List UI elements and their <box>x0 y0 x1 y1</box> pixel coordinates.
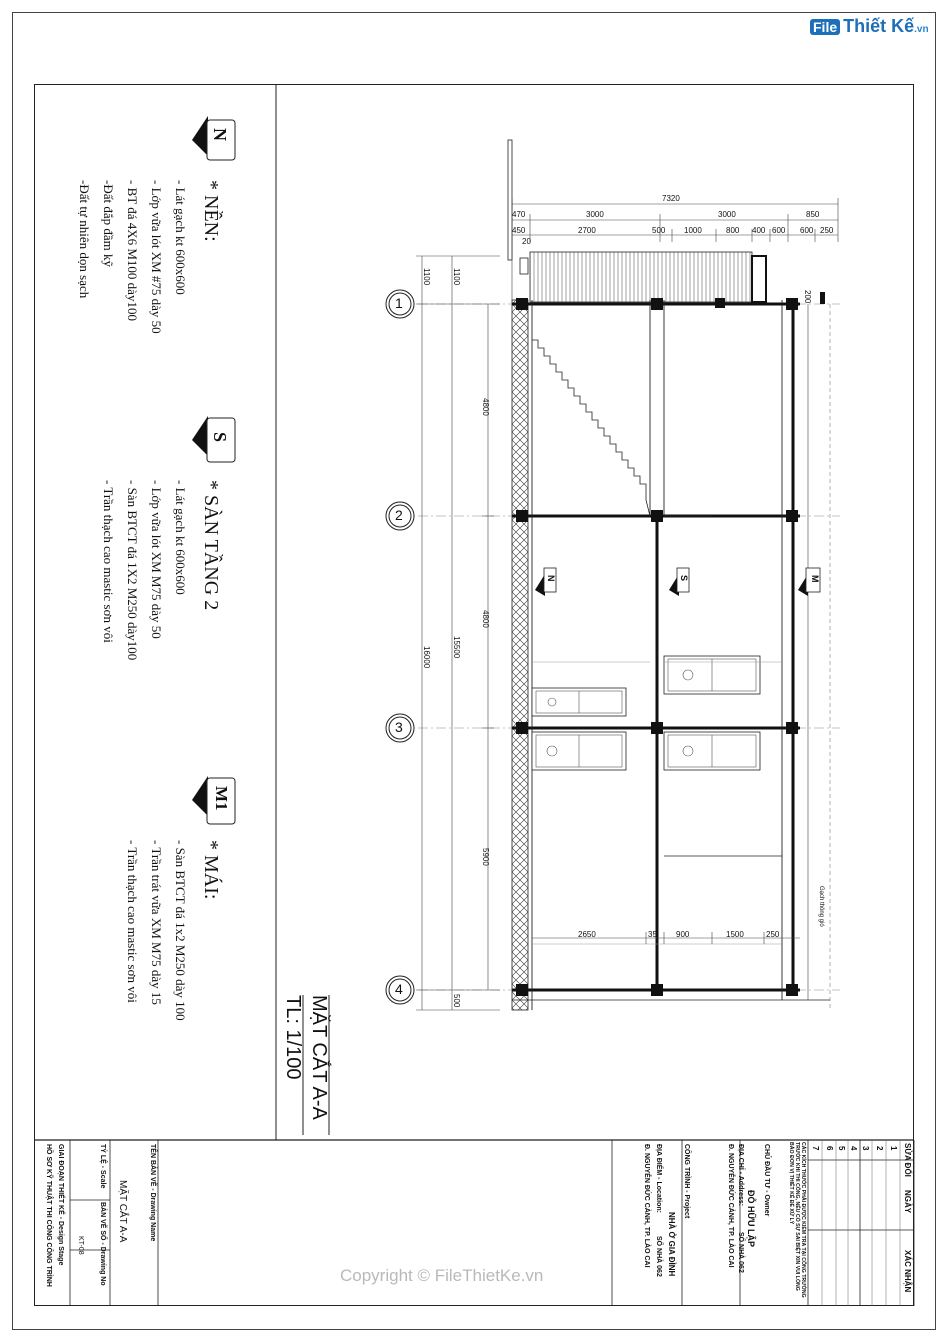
dim-small: 20 <box>522 237 531 246</box>
dim-seg-0: 4800 <box>481 398 490 416</box>
stair-profile <box>532 340 650 516</box>
bottom-dimension-lines <box>532 932 800 944</box>
parapet-post <box>508 140 512 260</box>
dim-left-mid: 15500 <box>452 636 461 659</box>
dim-bottom-1: 35 <box>648 930 657 939</box>
tb-address: SỐ NHÀ 062 <box>737 1232 744 1273</box>
dim-row2-4: 800 <box>726 226 740 235</box>
dim-row1-0: 470 <box>512 210 526 219</box>
mai-title: * MÁI: <box>200 840 222 900</box>
nen-line-2: - Lớp vữa lót XM #75 dày 50 <box>149 180 164 334</box>
revision-rows <box>822 1140 900 1306</box>
tb-location-label: ĐỊA ĐIỂM - Location: <box>655 1144 662 1213</box>
tb-row-6: 6 <box>825 1146 834 1151</box>
dim-row2-7: 600 <box>800 226 814 235</box>
dim-seg-2: 5900 <box>481 848 490 866</box>
section-title: MẶT CẮT A-A <box>308 995 330 1120</box>
dim-row2-1: 2700 <box>578 226 596 235</box>
axis-label-3: 3 <box>395 719 403 735</box>
tb-row-7: 7 <box>811 1146 820 1151</box>
tb-owner-label: CHỦ ĐẦU TƯ - Owner <box>763 1144 770 1217</box>
tb-revision-header: SỬA ĐỔI <box>903 1143 912 1177</box>
roof-beam <box>752 256 766 302</box>
nen-tag: N <box>210 128 230 141</box>
column-blocks <box>516 292 825 996</box>
dim-row1-3: 850 <box>806 210 820 219</box>
dim-row2-3: 1000 <box>684 226 702 235</box>
dim-bottom-4: 250 <box>766 930 780 939</box>
mai-line-1: - Sàn BTCT đá 1x2 M250 dày 100 <box>173 840 188 1021</box>
copyright-watermark: Copyright © FileThietKe.vn <box>340 1266 544 1285</box>
dim-bottom-0: 2650 <box>578 930 596 939</box>
axis-bubbles <box>386 290 414 1004</box>
dim-row1-1: 3000 <box>586 210 604 219</box>
vent-label: Gạch thông gió <box>818 886 824 927</box>
san-line-4: - Trần thạch cao mastic sơn vôi <box>101 480 116 643</box>
san-tag: S <box>210 432 230 443</box>
mai-line-2: - Trần trát vữa XM M75 dày 15 <box>149 840 164 1005</box>
dim-top-right: 200 <box>803 290 812 304</box>
dim-bottom-3: 1500 <box>726 930 744 939</box>
section-scale: TL: 1/100 <box>282 995 304 1080</box>
tb-stage: HỒ SƠ KỸ THUẬT THI CÔNG CÔNG TRÌNH <box>45 1144 52 1287</box>
tb-drawing-no-label: BẢN VẼ SỐ - Drawing No <box>99 1202 106 1286</box>
san-line-3: - Sàn BTCT đá 1X2 M250 dày100 <box>125 480 140 661</box>
roof-slab <box>530 252 752 302</box>
tb-row-5: 5 <box>837 1146 846 1151</box>
tb-row-3: 3 <box>861 1146 870 1151</box>
left-dimension-lines <box>416 256 500 1010</box>
tb-stage-label: GIAI ĐOẠN THIẾT KẾ - Design Stage <box>57 1144 64 1266</box>
tb-confirm-header: XÁC NHẬN <box>903 1250 912 1293</box>
dim-row1-2: 3000 <box>718 210 736 219</box>
thick-walls <box>657 304 793 990</box>
nen-line-4: -Đất đắp đầm kỹ <box>101 180 116 268</box>
nen-line-3: - BT đá 4X6 M100 dày100 <box>125 180 140 321</box>
mai-tag: M1 <box>212 786 231 811</box>
axis-label-2: 2 <box>395 507 403 523</box>
plan-tags <box>535 568 820 596</box>
tb-row-4: 4 <box>849 1146 858 1151</box>
tb-location2: Đ. NGUYỄN ĐỨC CẢNH, TP. LÀO CAI <box>643 1144 650 1268</box>
dim-left-total: 16000 <box>422 646 431 669</box>
dim-total: 7320 <box>662 194 680 203</box>
logo-tld: .vn <box>914 24 929 35</box>
plan-tag-s: S <box>679 575 689 582</box>
dim-row2-8: 250 <box>820 226 834 235</box>
plan-tag-n: N <box>546 575 556 582</box>
san-line-2: - Lớp vữa lót XM M75 dày 50 <box>149 480 164 639</box>
tb-location: SỐ NHÀ 062 <box>655 1236 662 1277</box>
dim-row2-5: 400 <box>752 226 766 235</box>
dim-row2-6: 600 <box>772 226 786 235</box>
dim-left-bot: 500 <box>452 994 461 1008</box>
nen-line-1: - Lát gạch kt 600x600 <box>173 180 188 295</box>
tb-project-label: CÔNG TRÌNH - Project <box>683 1144 690 1219</box>
tb-note: CÁC KÍCH THƯỚC PHẢI ĐƯỢC KIỂM TRA TẠI CÔNG TRƯỜNG TRƯỚC KHI THI CÔNG, NẾU CÓ SỰ SAI BIỆT XIN VUI LÒNG BÁO ĐƠN VỊ THIẾT KẾ ĐỂ XỬ LÝ <box>788 1142 806 1298</box>
tb-owner: ĐỖ HỮU LẬP <box>746 1190 756 1247</box>
dim-left-top-b: 1100 <box>452 268 461 286</box>
nen-line-5: -Đất tự nhiên dọn sạch <box>77 180 92 299</box>
tb-date-header: NGÀY <box>903 1190 912 1214</box>
dim-row2-2: 500 <box>652 226 666 235</box>
tb-row-2: 2 <box>875 1146 884 1151</box>
ground-wall-hatch <box>512 300 528 1010</box>
dim-row2-0: 450 <box>512 226 526 235</box>
nen-title: * NỀN: <box>200 180 222 242</box>
axis-label-4: 4 <box>395 981 403 997</box>
logo-name: Thiết Kế <box>843 16 915 36</box>
axis-lines <box>400 304 840 990</box>
tb-scale-label: TỶ LỆ - Scale <box>99 1144 106 1189</box>
dim-seg-1: 4800 <box>481 610 490 628</box>
tb-address-label: ĐỊA CHỈ - Address: <box>737 1144 744 1207</box>
san-line-1: - Lát gạch kt 600x600 <box>173 480 188 595</box>
tb-drawing-no: KT-08 <box>77 1236 84 1255</box>
tb-drawing-name: MẶT CẮT A-A <box>117 1180 128 1243</box>
san-title: * SÀN TẦNG 2 <box>200 480 222 611</box>
mai-line-3: - Trần thạch cao mastic sơn vôi <box>125 840 140 1003</box>
tb-address2: Đ. NGUYỄN ĐỨC CẢNH, TP. LÀO CAI <box>727 1144 734 1268</box>
dim-bottom-2: 900 <box>676 930 690 939</box>
tb-row-1: 1 <box>889 1146 898 1151</box>
plan-tag-m: M <box>810 575 820 583</box>
axis-label-1: 1 <box>395 295 403 311</box>
logo-icon-text: File <box>810 19 840 35</box>
tb-drawing-name-label: TÊN BẢN VẼ - Drawing Name <box>149 1144 156 1242</box>
tb-project: NHÀ Ở GIA ĐÌNH <box>667 1212 676 1277</box>
dim-left-top-a: 1100 <box>422 268 431 286</box>
